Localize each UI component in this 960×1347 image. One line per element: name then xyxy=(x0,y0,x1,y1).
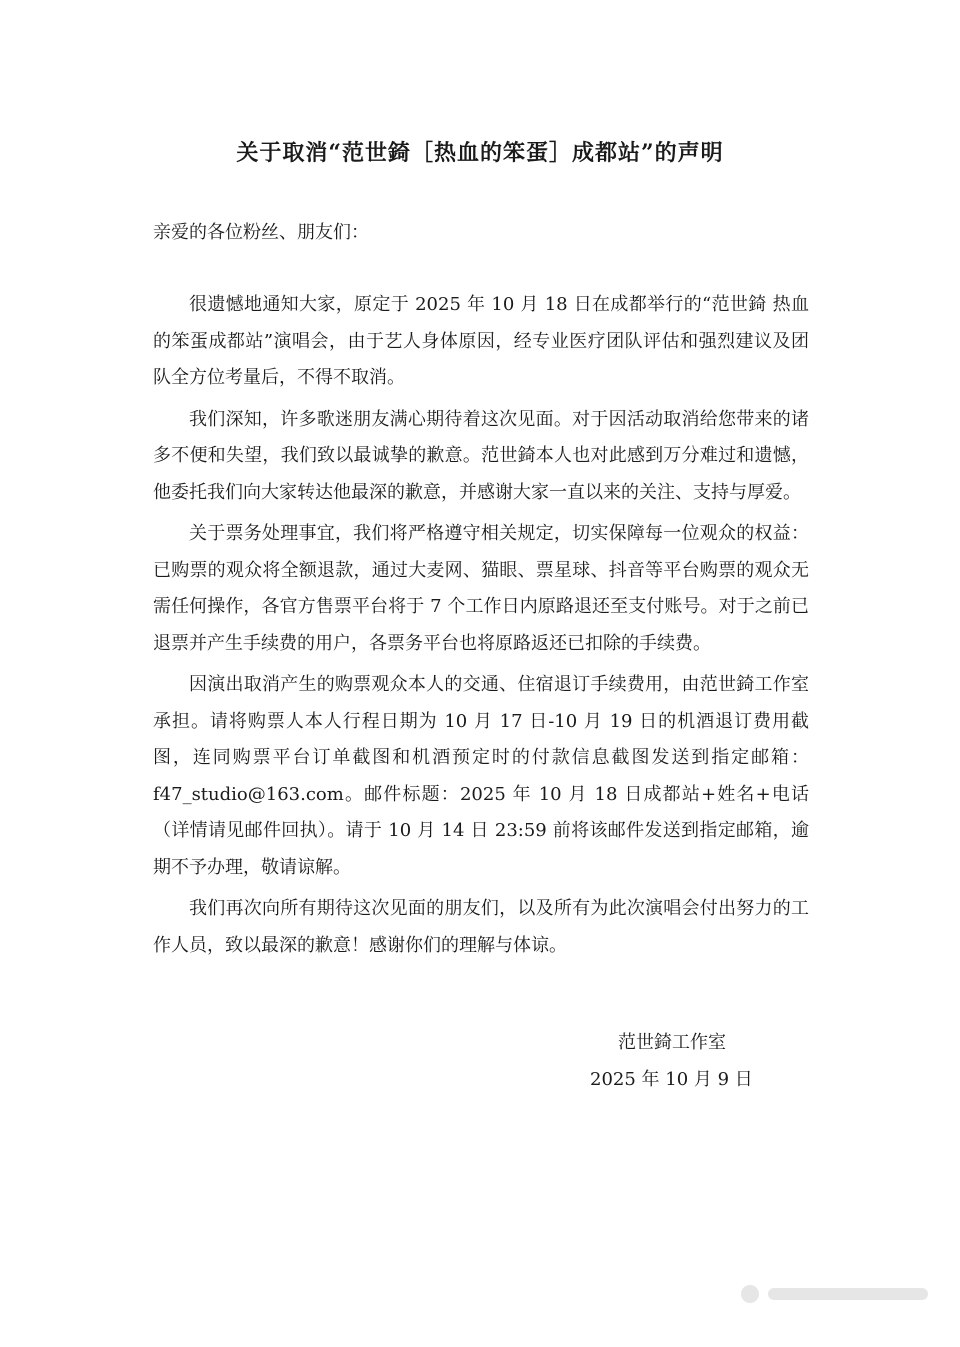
paragraph-cancellation: 很遗憾地通知大家，原定于 2025 年 10 月 18 日在成都举行的“范世錡 热血的笨蛋成都站”演唱会，由于艺人身体原因，经专业医疗团队评估和强烈建议及团队全方位考量后，不得不取消。 xyxy=(153,294,809,388)
paragraph-ticket-refund: 关于票务处理事宜，我们将严格遵守相关规定，切实保障每一位观众的权益：已购票的观众将全额退款，通过大麦网、猫眼、票星球、抖音等平台购票的观众无需任何操作，各官方售票平台将于 7 个工作日内原路退还至支付账号。对于之前已退票并产生手续费的用户，各票务平台也将原路返还已扣除的手续费。 xyxy=(153,523,809,654)
document-title: 关于取消“范世錡［热血的笨蛋］成都站”的声明 xyxy=(236,140,724,166)
weibo-watermark-icon xyxy=(738,1279,938,1309)
paragraph-travel-compensation: 因演出取消产生的购票观众本人的交通、住宿退订手续费用，由范世錡工作室承担。请将购票人本人行程日期为 10 月 17 日-10 月 19 日的机酒退订费用截图，连同购票平台订单截图和机酒预定时的付款信息截图发送到指定邮箱：f47_studio@163.com。邮件标题：2025 年 10 月 18 日成都站+姓名+电话（详情请见邮件回执）。请于 10 月 14 日 23:59 前将该邮件发送到指定邮箱，逾期不予办理，敬请谅解。 xyxy=(153,674,809,878)
salutation: 亲爱的各位粉丝、朋友们： xyxy=(153,222,369,243)
signature-name: 范世錡工作室 xyxy=(618,1032,726,1053)
statement-body xyxy=(153,287,809,969)
paragraph-apology: 我们深知，许多歌迷朋友满心期待着这次见面。对于因活动取消给您带来的诸多不便和失望，我们致以最诚挚的歉意。范世錡本人也对此感到万分难过和遗憾，他委托我们向大家转达他最深的歉意，并感谢大家一直以来的关注、支持与厚爱。 xyxy=(153,408,809,503)
paragraph-closing: 我们再次向所有期待这次见面的朋友们，以及所有为此次演唱会付出努力的工作人员，致以最深的歉意！感谢你们的理解与体谅。 xyxy=(153,898,809,956)
signature-block xyxy=(560,1024,800,1098)
signature-date: 2025 年 10 月 9 日 xyxy=(590,1069,753,1090)
